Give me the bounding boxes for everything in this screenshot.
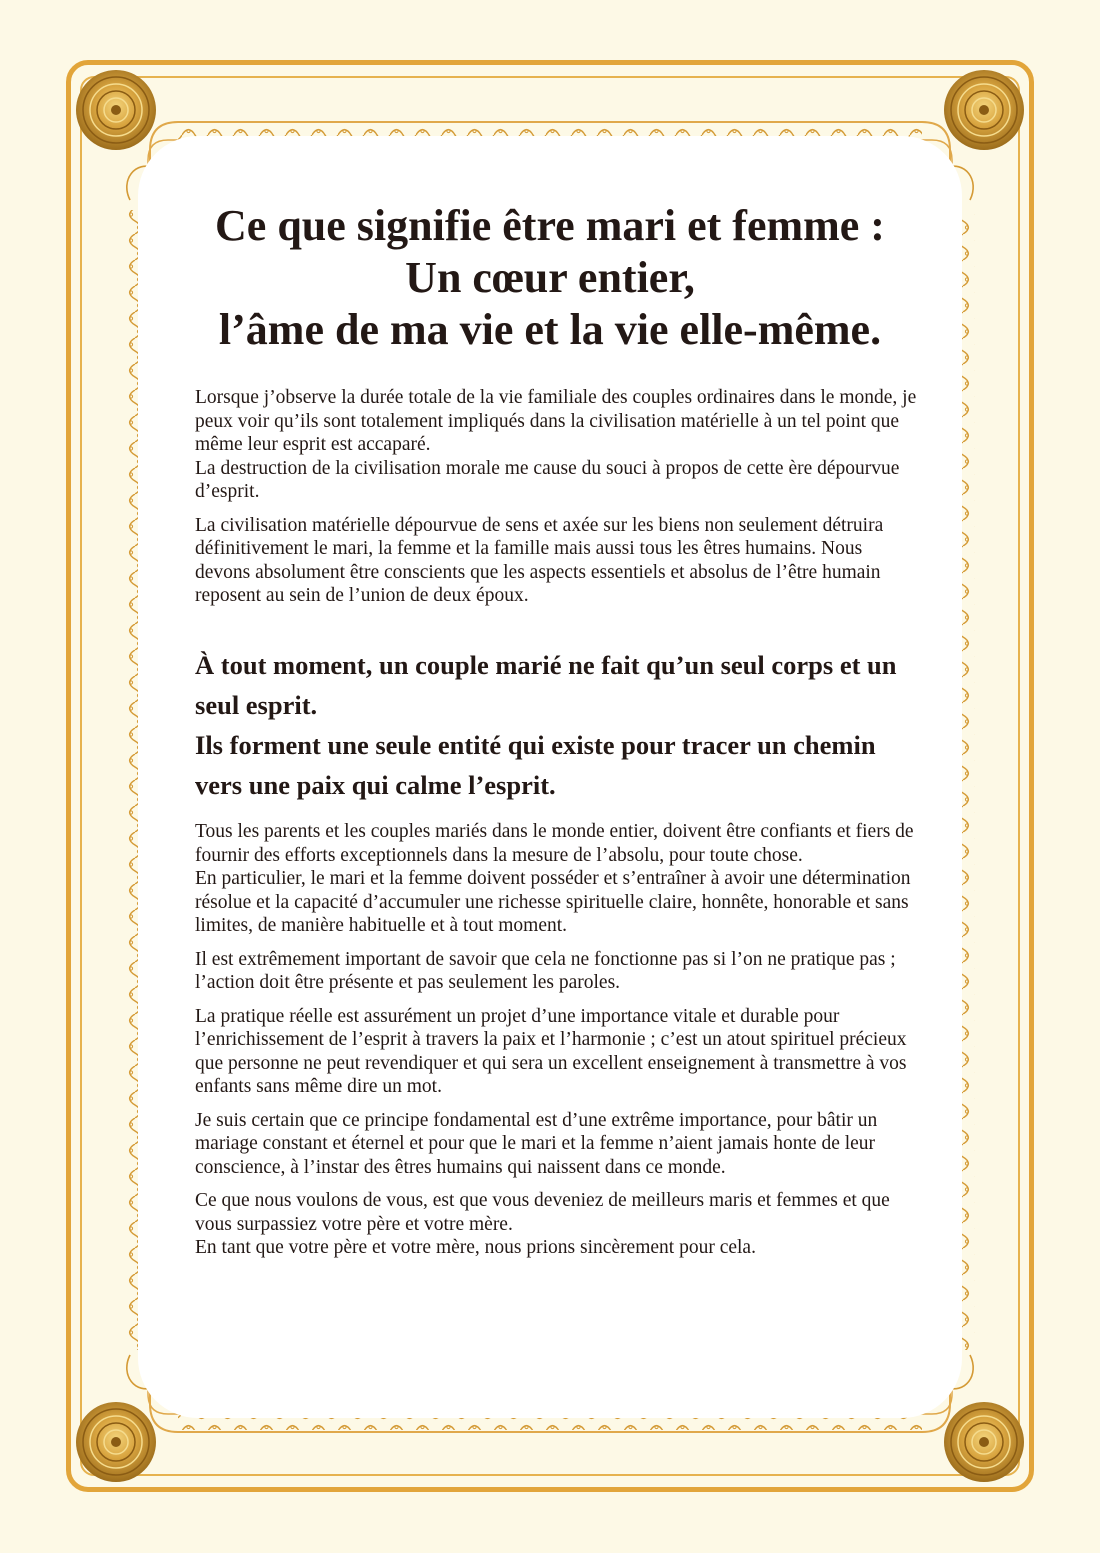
title-line-1: Ce que signifie être mari et femme : [215, 201, 885, 250]
title-line-2: Un cœur entier, [405, 253, 695, 302]
intro-paragraph-1: Lorsque j’observe la durée totale de la vie familiale des couples ordinaires dans le monde, je peux voir qu’ils sont totalement impliqués dans la civilisation matérielle à un tel point que même leur esprit est accaparé. [195, 387, 917, 455]
main-paragraph-4: La pratique réelle est assurément un projet d’une importance vitale et durable pour l’enrichissement de l’esprit à travers la paix et l’harmonie ; c’est un atout spirituel précieux que personne ne peut revendiquer et qui sera un excellent enseignement à transmettre à vos enfants sans même dire un mot. [195, 1005, 907, 1097]
highlight-line-1: À tout moment, un couple marié ne fait qu’un seul corps et un seul esprit. [195, 650, 897, 720]
medallion-bottom-right-icon [944, 1402, 1024, 1482]
main-section [195, 820, 920, 1260]
main-paragraph-3: Il est extrêmement important de savoir que cela ne fonctionne pas si l’on ne pratique pas ; l’action doit être présente et pas seulement les paroles. [195, 948, 896, 993]
medallion-bottom-left-icon [76, 1402, 156, 1482]
intro-paragraph-2: La destruction de la civilisation morale me cause du souci à propos de cette ère dépourvue d’esprit. [195, 457, 900, 502]
medallion-top-right-icon [944, 70, 1024, 150]
highlight-line-2: Ils forment une seule entité qui existe pour tracer un chemin vers une paix qui calme l’esprit. [195, 730, 876, 800]
intro-paragraph-3: La civilisation matérielle dépourvue de sens et axée sur les biens non seulement détruira définitivement le mari, la femme et la famille mais aussi tous les êtres humains. Nous devons absolument être conscients que les aspects essentiels et absolus de l’être humain reposent au sein de l’union de deux époux. [195, 514, 884, 606]
medallion-top-left-icon [76, 70, 156, 150]
intro-section [195, 386, 920, 608]
main-paragraph-1: Tous les parents et les couples mariés dans le monde entier, doivent être confiants et fiers de fournir des efforts exceptionnels dans la mesure de l’absolu, pour toute chose. [195, 821, 914, 866]
main-paragraph-2: En particulier, le mari et la femme doivent posséder et s’entraîner à avoir une détermination résolue et la capacité d’accumuler une richesse spirituelle claire, honnête, honorable et sans limites, de manière habituelle et à tout moment. [195, 868, 911, 936]
main-paragraph-6: Ce que nous voulons de vous, est que vous deveniez de meilleurs maris et femmes et que vous surpassiez votre père et votre mère. [195, 1190, 890, 1235]
page-title [150, 200, 950, 356]
highlight-statement [195, 645, 920, 805]
main-paragraph-7: En tant que votre père et votre mère, nous prions sincèrement pour cela. [195, 1237, 756, 1258]
title-line-3: l’âme de ma vie et la vie elle-même. [218, 305, 882, 354]
main-paragraph-5: Je suis certain que ce principe fondamental est d’une extrême importance, pour bâtir un mariage constant et éternel et pour que le mari et la femme n’aient jamais honte de leur conscience, à l’instar des êtres humains qui naissent dans ce monde. [195, 1109, 878, 1178]
